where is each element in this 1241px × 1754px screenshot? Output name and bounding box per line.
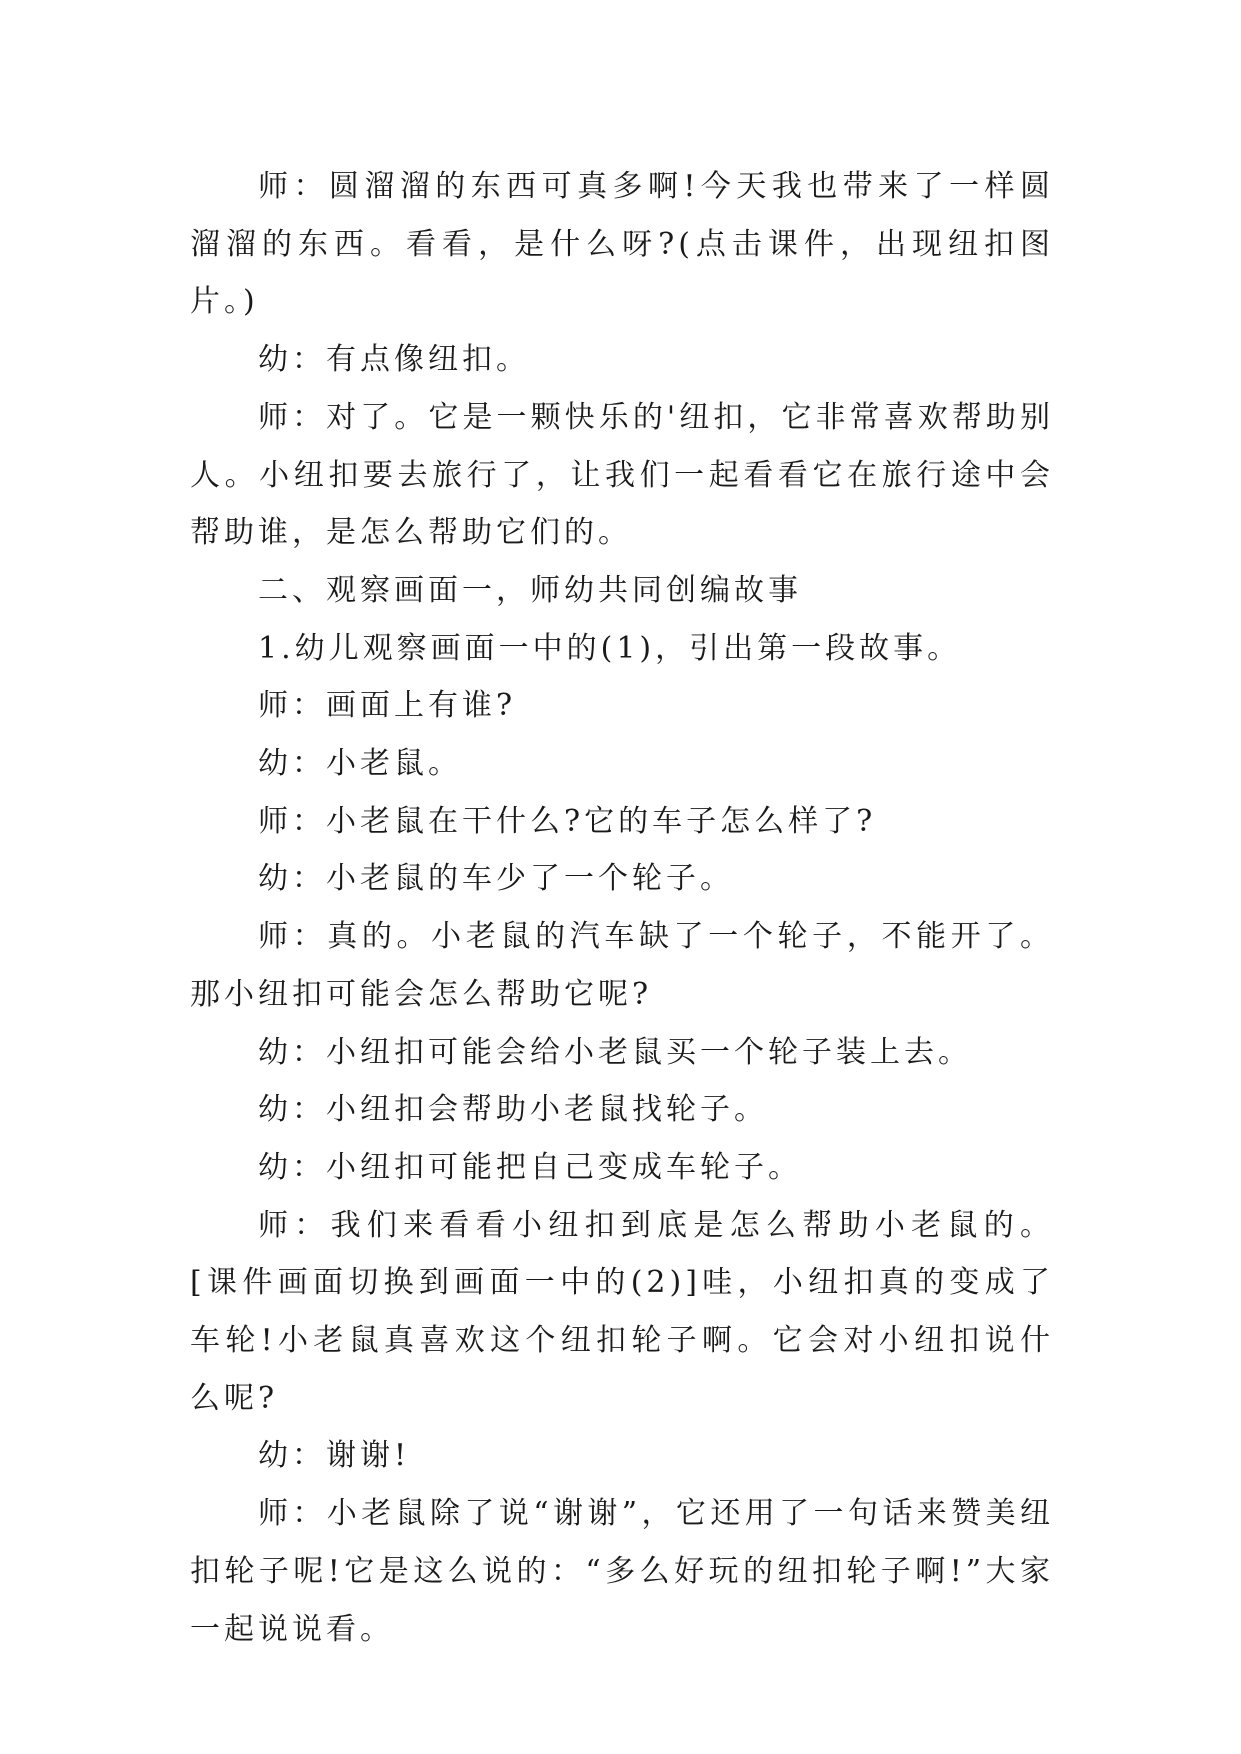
section-heading: 二、观察画面一，师幼共同创编故事 [258, 572, 802, 608]
paragraph: 师：圆溜溜的东西可真多啊!今天我也带来了一样圆溜溜的东西。看看，是什么呀?(点击课件，出现纽扣图片。) [190, 169, 1054, 320]
paragraph: 师：小老鼠在干什么?它的车子怎么样了? [258, 803, 877, 839]
paragraph: 幼：小老鼠的车少了一个轮子。 [258, 861, 734, 897]
paragraph: 师：我们来看看小纽扣到底是怎么帮助小老鼠的。[课件画面切换到画面一中的(2)]哇，小纽扣真的变成了车轮!小老鼠真喜欢这个纽扣轮子啊。它会对小纽扣说什么呢? [190, 1207, 1054, 1416]
paragraph: 幼：有点像纽扣。 [258, 342, 530, 378]
paragraph: 师：对了。它是一颗快乐的'纽扣，它非常喜欢帮助别人。小纽扣要去旅行了，让我们一起看看它在旅行途中会帮助谁，是怎么帮助它们的。 [190, 399, 1054, 551]
paragraph: 幼：谢谢! [258, 1438, 411, 1474]
paragraph: 师：画面上有谁? [258, 688, 517, 724]
document-page [190, 158, 1054, 1658]
paragraph: 1.幼儿观察画面一中的(1)，引出第一段故事。 [258, 630, 962, 666]
paragraph: 师：真的。小老鼠的汽车缺了一个轮子，不能开了。那小纽扣可能会怎么帮助它呢? [190, 919, 1054, 1012]
paragraph: 幼：小纽扣可能会给小老鼠买一个轮子装上去。 [258, 1034, 972, 1070]
paragraph: 幼：小纽扣可能把自己变成车轮子。 [258, 1149, 802, 1185]
paragraph: 幼：小纽扣会帮助小老鼠找轮子。 [258, 1092, 768, 1128]
paragraph: 幼：小老鼠。 [258, 746, 462, 782]
paragraph: 师：小老鼠除了说“谢谢”，它还用了一句话来赞美纽扣轮子呢!它是这么说的：“多么好玩的纽扣轮子啊!”大家一起说说看。 [190, 1496, 1054, 1647]
